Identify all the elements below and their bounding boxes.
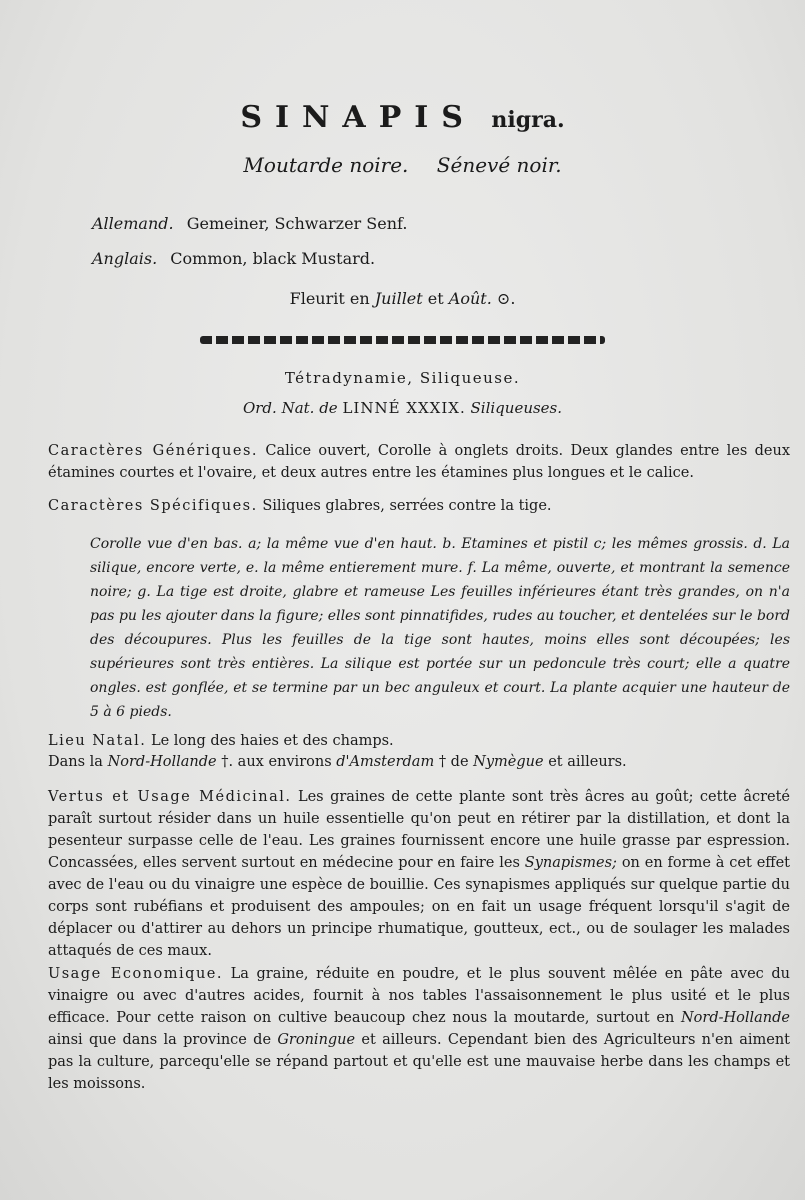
region-name: Nord-Hollande (680, 1010, 791, 1026)
term: Synapismes; (524, 855, 617, 871)
section-label: Caractères Génériques. (48, 443, 259, 459)
vernacular-name: Gemeiner, Schwarzer Senf. (186, 214, 408, 233)
habitat (48, 730, 790, 752)
section-label: Caractères Spécifiques. (48, 498, 258, 514)
section-label: Usage Economique. (48, 966, 223, 982)
section-text: et ailleurs. Cependant bien des Agriculteurs n'en aiment pas la culture, parcequ'elle se répand partout et qu'elle est une mauvaise herbe dans les champs et les moissons. (48, 1032, 790, 1092)
habitat-text: †. aux environs (221, 754, 332, 770)
section-text: La graine, réduite en poudre, et le plus souvent mêlée en pâte avec du vinaigre ou avec d'autres acides, fournit à nos tables l'assaisonnement le plus usité et le plus efficace. Pour cette raison on cultive beaucoup chez nous la moutarde, surtout en (48, 966, 791, 1026)
flowering-month-2: Août. (448, 289, 492, 308)
figure-description: Corolle vue d'en bas. a; la même vue d'en haut. b. Etamines et pistil c; les mêmes grossis. d. La silique, encore verte, e. la même entierement mure. f. La même, ouverte, et montrant la semence noire; g. La tige est droite, glabre et rameuse Les feuilles inférieures étant très grandes, on n'a pas pu les ajouter dans la figure; elles sont pinnatifides, rudes au toucher, et dentelées sur le bord des découpures. Plus les feuilles de la tige sont hautes, moins elles sont découpées; les supérieures sont très entières. La silique est portée sur un pedoncule très court; elle a quatre ongles. est gonflée, et se termine par un bec anguleux et court. La plante acquier une hauteur de 5 à 6 pieds. (90, 536, 790, 720)
language-label: Allemand. (92, 214, 174, 233)
medicinal-virtues (48, 786, 790, 962)
section-text: Les graines de cette plante sont très âcres au goût; cette âcreté paraît surtout résider dans un huile essentielle qu'on peut en rétirer par la distillation, et dont la pesenteur surpasse celle de l'eau. Les graines fournissent encore une huile grasse par espression. Concassées, elles servent surtout en médecine pour en faire les (48, 789, 791, 871)
habitat-locations (48, 751, 790, 773)
flowering-period (0, 289, 805, 308)
annual-symbol-icon: ⊙. (496, 289, 516, 308)
economic-usage (48, 963, 790, 1095)
section-text: Siliques glabres, serrées contre la tige. (262, 498, 552, 514)
section-text: Le long des haies et des champs. (150, 733, 394, 749)
vernacular-german (92, 214, 407, 233)
flowering-prefix: Fleurit en (289, 289, 370, 308)
specific-characters (48, 495, 790, 517)
species-name: nigra. (491, 107, 565, 133)
common-name-1: Moutarde noire. (243, 153, 409, 177)
region-name: Nymègue (473, 754, 544, 770)
region-name: Groningue (277, 1032, 356, 1048)
region-name: Nord-Hollande (107, 754, 217, 770)
linnaean-class: Tétradynamie, Siliqueuse. (284, 369, 521, 387)
flowering-month-1: Juillet (374, 289, 423, 308)
section-text: ainsi que dans la province de (48, 1032, 272, 1048)
section-text: on en forme à cet effet avec de l'eau ou du vinaigre une espèce de bouillie. Ces synapismes appliqués sur quelque partie du corps sont rubéfians et produisent des ampoules; on en fait un usage fréquent lorsqu'il s'agit de déplacer ou d'attirer au dehors un principe rhumatique, goutteux, ect., ou de soulager les malades attaqués de ces maux. (48, 855, 790, 959)
habitat-text: Dans la (48, 754, 103, 770)
vernacular-name: Common, black Mustard. (170, 249, 376, 268)
generic-characters (48, 440, 790, 484)
flowering-conj: et (427, 289, 444, 308)
vernacular-english (92, 249, 375, 268)
section-label: Lieu Natal. (48, 733, 147, 749)
family-name: Siliqueuses. (470, 399, 563, 417)
section-label: Vertus et Usage Médicinal. (48, 789, 292, 805)
section-text: Calice ouvert, Corolle à onglets droits. Deux glandes entre les deux étamines courtes et l'ovaire, et deux autres entre les étamines plus longues et le calice. (48, 443, 791, 481)
ornamental-divider (200, 336, 605, 344)
genus-name: SINAPIS (240, 100, 476, 135)
habitat-text: † de (438, 754, 469, 770)
region-name: d'Amsterdam (336, 754, 435, 770)
language-label: Anglais. (92, 249, 158, 268)
common-names (0, 153, 805, 177)
linne-reference: LINNÉ XXXIX. (342, 399, 466, 417)
natural-order (0, 399, 805, 417)
order-prefix: Ord. Nat. de (242, 399, 338, 417)
page-title (0, 100, 805, 135)
habitat-text: et ailleurs. (548, 754, 627, 770)
common-name-2: Sénevé noir. (436, 153, 562, 177)
